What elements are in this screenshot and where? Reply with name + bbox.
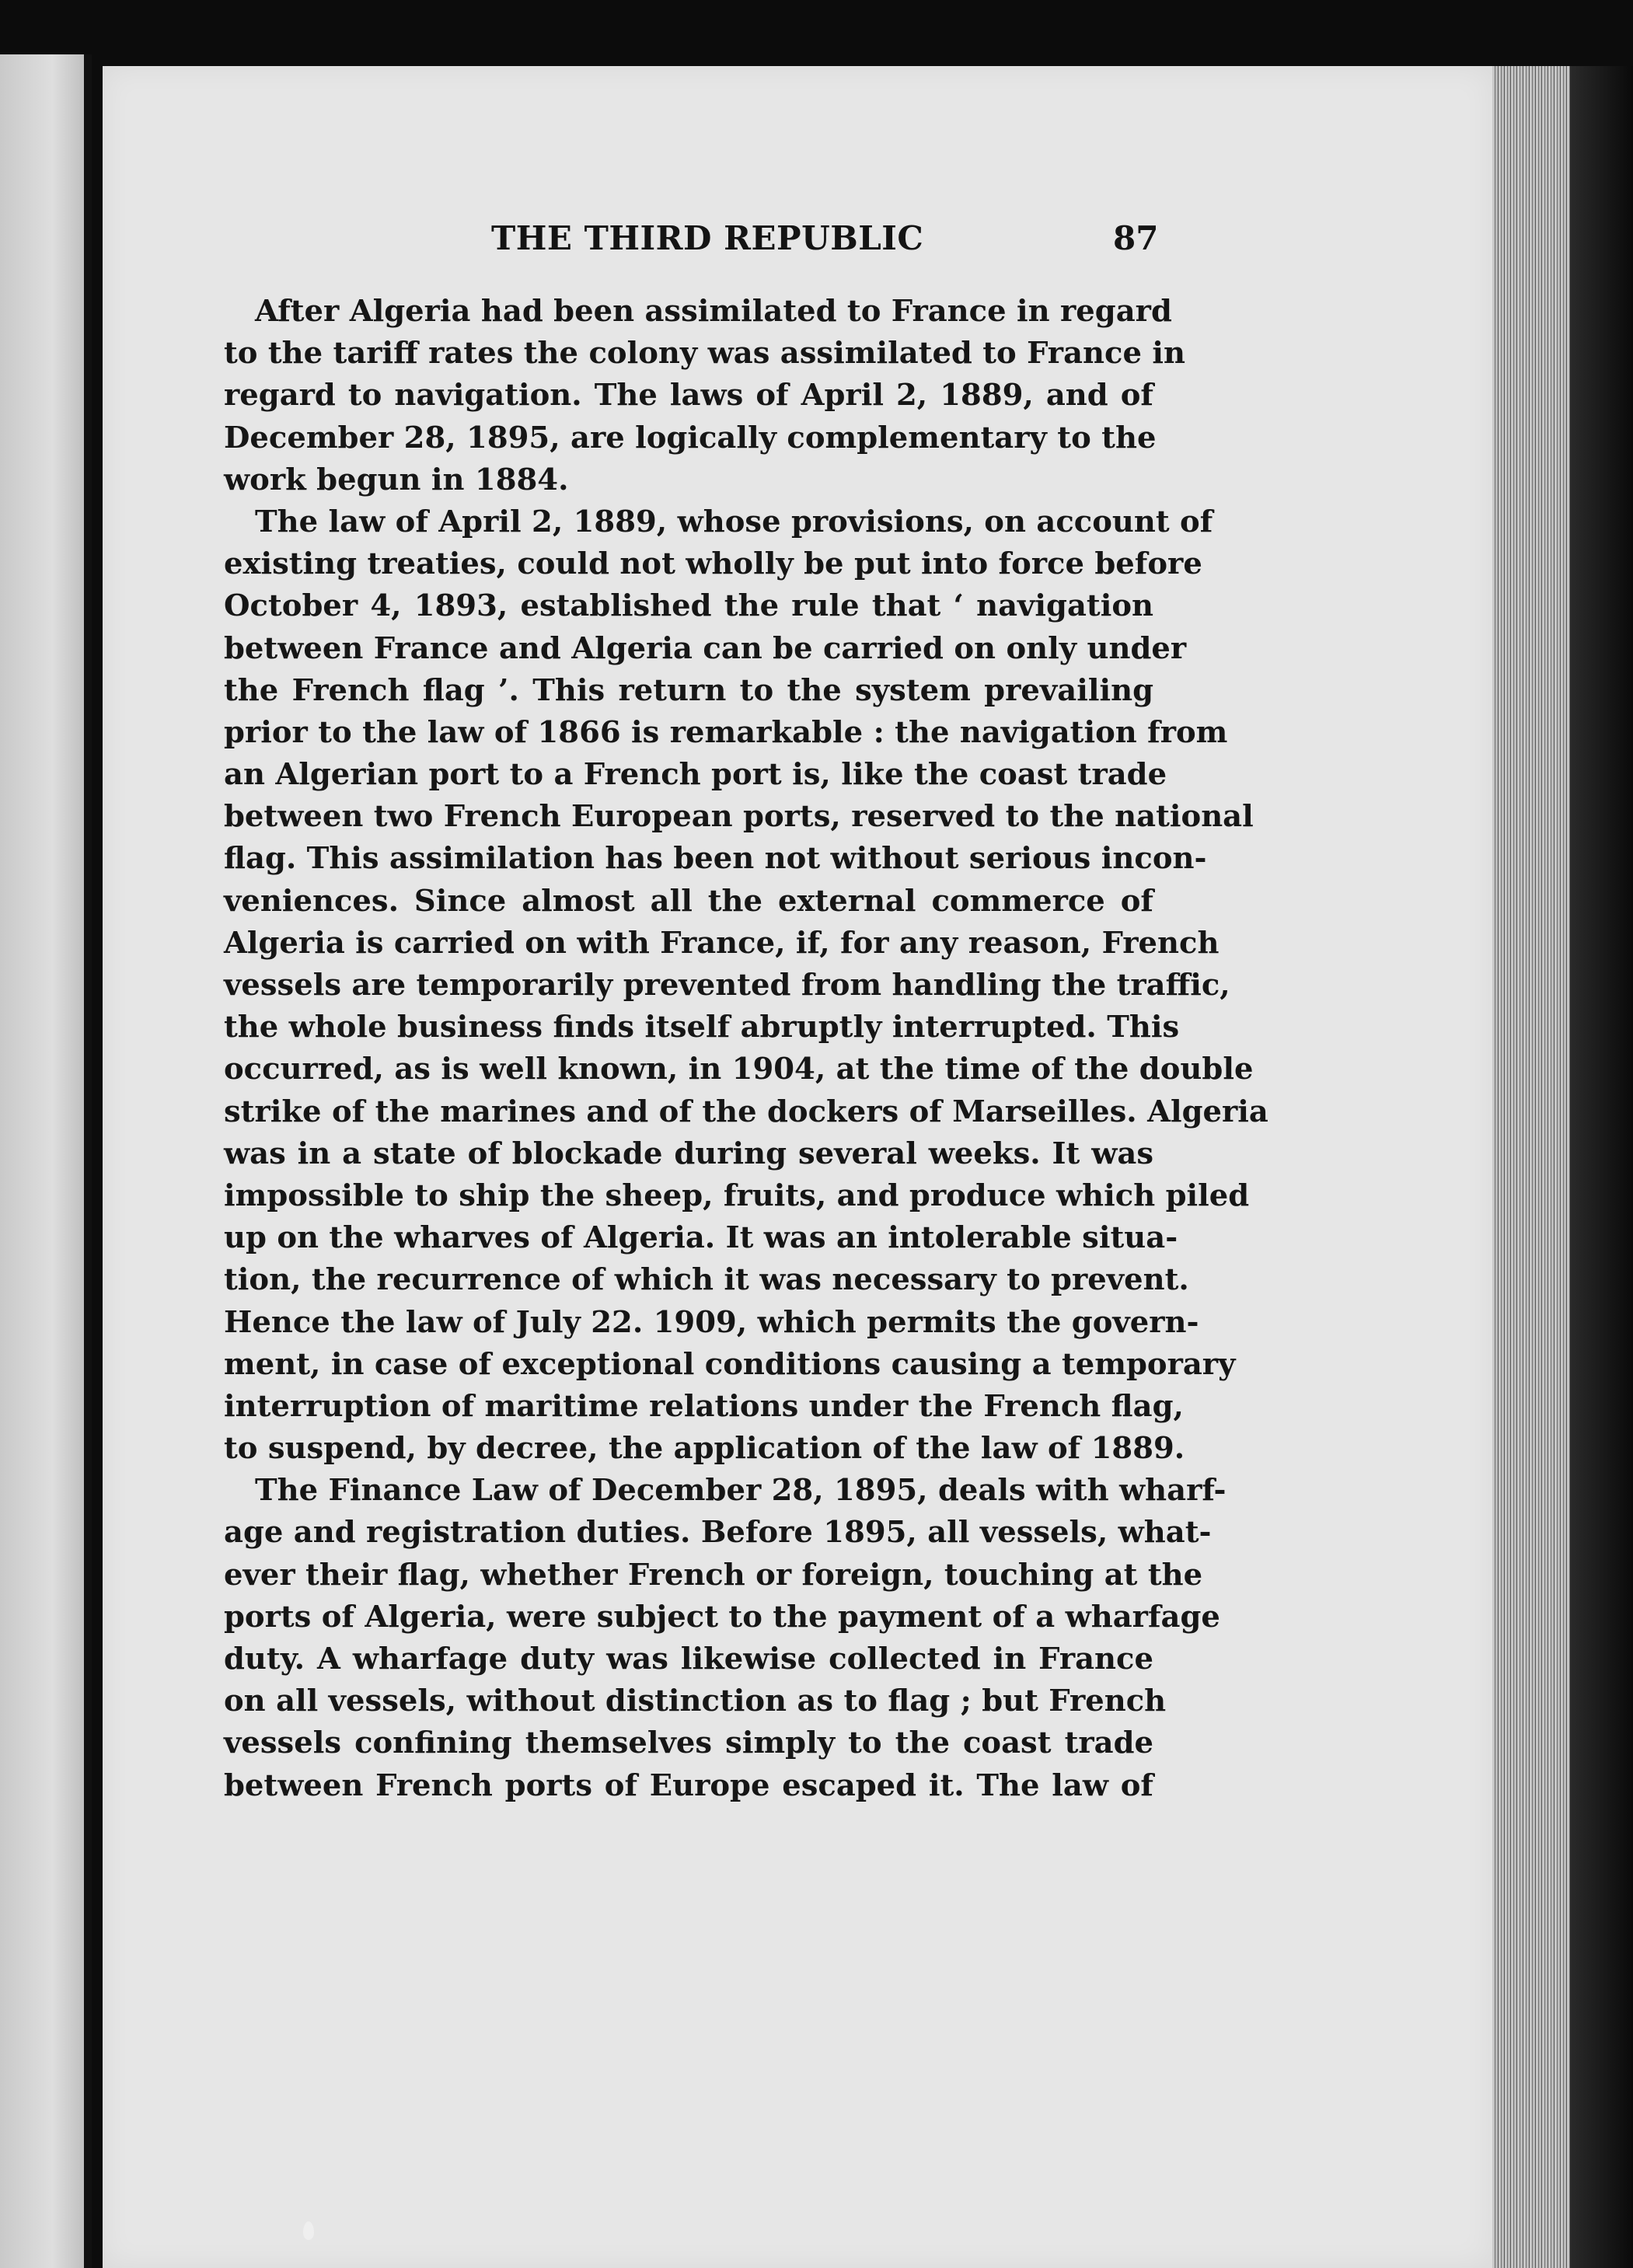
- page-edges: [1492, 66, 1570, 2268]
- text-line: to suspend, by decree, the application of the law of 1889.: [224, 1431, 1185, 1467]
- text-line: prior to the law of 1866 is remarkable : the navigation from: [224, 714, 1228, 750]
- text-line: October 4, 1893, established the rule that ‘ navigation: [224, 588, 1153, 624]
- book-cover-edge: [1570, 66, 1633, 2268]
- text-line: After Algeria had been assimilated to France in regard: [255, 294, 1172, 329]
- text-line: tion, the recurrence of which it was necessary to prevent.: [224, 1262, 1189, 1298]
- text-line: age and registration duties. Before 1895, all vessels, what-: [224, 1515, 1212, 1551]
- text-line: ment, in case of exceptional conditions causing a temporary: [224, 1346, 1236, 1382]
- text-line: work begun in 1884.: [224, 462, 569, 497]
- scan-artifact: [303, 2221, 314, 2240]
- text-line: veniences. Since almost all the external commerce of: [224, 883, 1153, 919]
- text-line: between France and Algeria can be carried on only under: [224, 630, 1187, 666]
- text-line: interruption of maritime relations under the French flag,: [224, 1388, 1184, 1424]
- text-line: was in a state of blockade during several weeks. It was: [224, 1136, 1153, 1171]
- text-line: existing treaties, could not wholly be put into force before: [224, 546, 1202, 582]
- text-line: occurred, as is well known, in 1904, at the time of the double: [224, 1052, 1254, 1087]
- text-line: The Finance Law of December 28, 1895, deals with wharf-: [255, 1473, 1226, 1509]
- text-line: ever their flag, whether French or foreign, touching at the: [224, 1557, 1203, 1593]
- text-line: The law of April 2, 1889, whose provisions, on account of: [255, 504, 1213, 539]
- text-line: the French flag ’. This return to the system prevailing: [224, 672, 1153, 708]
- page-number: 87: [1113, 219, 1159, 257]
- text-line: flag. This assimilation has been not without serious incon-: [224, 841, 1207, 877]
- text-line: on all vessels, without distinction as to flag ; but French: [224, 1684, 1167, 1719]
- text-line: ports of Algeria, were subject to the payment of a wharfage: [224, 1599, 1220, 1635]
- text-line: an Algerian port to a French port is, like the coast trade: [224, 757, 1167, 793]
- text-line: the whole business finds itself abruptly interrupted. This: [224, 1010, 1180, 1045]
- text-line: Algeria is carried on with France, if, for any reason, French: [224, 925, 1220, 961]
- text-line: to the tariff rates the colony was assimilated to France in: [224, 336, 1185, 372]
- body-text: [224, 291, 1268, 1807]
- text-line: strike of the marines and of the dockers of Marseilles. Algeria: [224, 1094, 1268, 1129]
- facing-page-edge: [0, 54, 87, 2268]
- paragraph-1: [224, 291, 1185, 501]
- text-line: duty. A wharfage duty was likewise collected in France: [224, 1642, 1153, 1677]
- text-line: December 28, 1895, are logically complementary to the: [224, 420, 1157, 455]
- running-head-title: THE THIRD REPUBLIC: [491, 219, 924, 257]
- text-line: Hence the law of July 22. 1909, which permits the govern-: [224, 1304, 1199, 1340]
- text-line: impossible to ship the sheep, fruits, and produce which piled: [224, 1178, 1250, 1213]
- paragraph-2: [224, 501, 1268, 1470]
- text-line: between French ports of Europe escaped it. The law of: [224, 1767, 1153, 1803]
- running-head: [491, 219, 1191, 266]
- text-line: vessels confining themselves simply to the coast trade: [224, 1725, 1153, 1761]
- text-line: vessels are temporarily prevented from handling the traffic,: [224, 968, 1230, 1003]
- paragraph-3: [224, 1470, 1226, 1807]
- text-line: regard to navigation. The laws of April 2, 1889, and of: [224, 378, 1153, 413]
- text-line: between two French European ports, reserved to the national: [224, 799, 1254, 835]
- text-line: up on the wharves of Algeria. It was an intolerable situa-: [224, 1220, 1178, 1256]
